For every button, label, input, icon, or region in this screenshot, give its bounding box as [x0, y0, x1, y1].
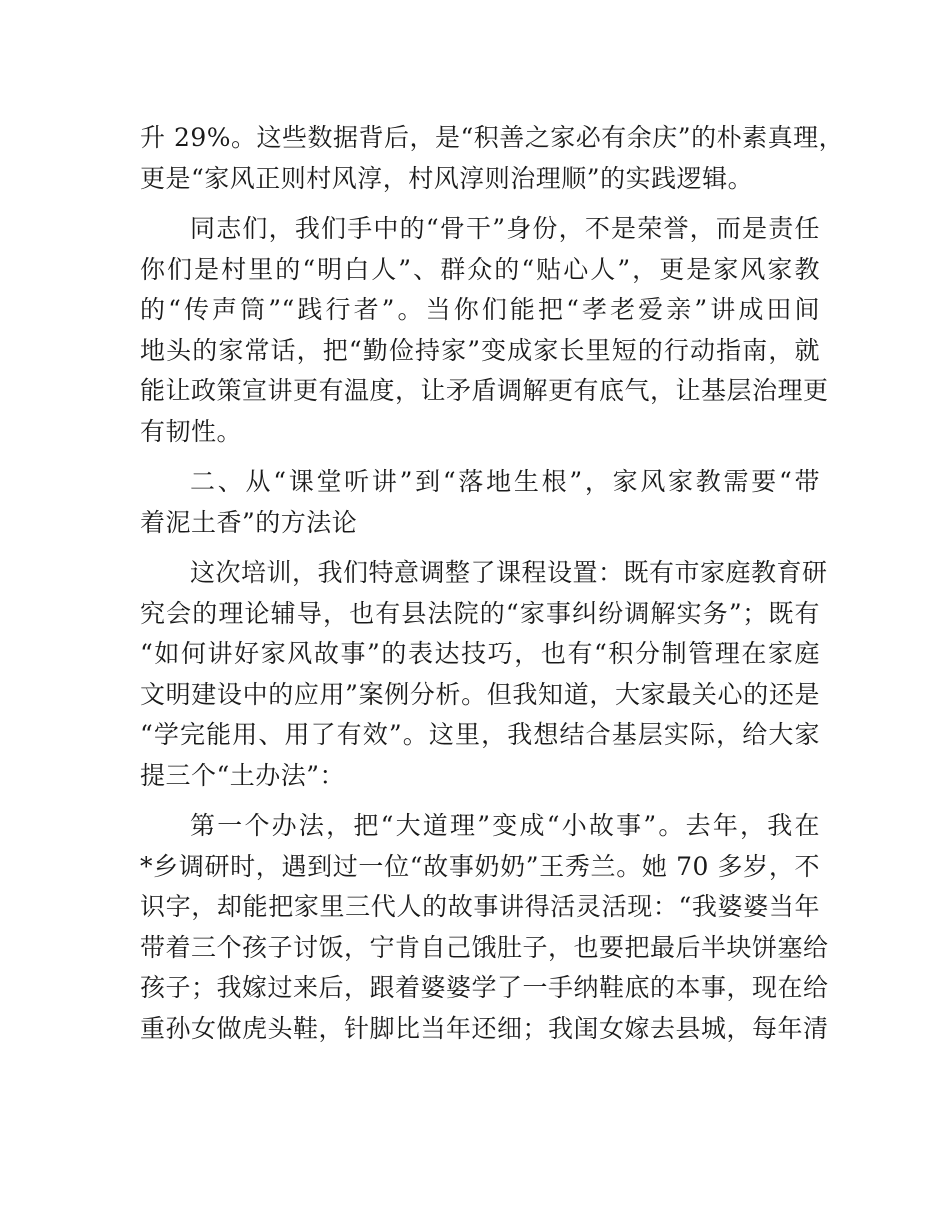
paragraph-3 — [140, 553, 828, 796]
text-line: 这次培训，我们特意调整了课程设置：既有市家庭教育研 — [190, 558, 828, 587]
text-line: 提三个“土办法”： — [140, 760, 346, 790]
text-line: 的“传声筒”“践行者”。当你们能把“孝老爱亲”讲成田间 — [140, 295, 820, 324]
text-line: 有韧性。 — [140, 416, 243, 446]
text-line: 你们是村里的“明白人”、群众的“贴心人”，更是家风家教 — [140, 254, 820, 284]
text-line: 能让政策宣讲更有温度，让矛盾调解更有底气，让基层治理更 — [140, 376, 829, 405]
heading-line: 着泥土香”的方法论 — [140, 507, 358, 537]
text-line: 第一个办法，把“大道理”变成“小故事”。去年，我在 — [190, 811, 820, 840]
text-line: 孩子；我嫁过来后，跟着婆婆学了一手纳鞋底的本事，现在给 — [140, 973, 829, 1002]
text-line: “学完能用、用了有效”。这里，我想结合基层实际，给大家 — [140, 720, 820, 749]
text-line: 文明建设中的应用”案例分析。但我知道，大家最关心的还是 — [140, 679, 820, 709]
paragraph-1 — [140, 118, 845, 199]
text-line: 同志们，我们手中的“骨干”身份，不是荣誉，而是责任 — [190, 214, 820, 243]
text-line: 识字，却能把家里三代人的故事讲得活灵活现：“我婆婆当年 — [140, 892, 820, 921]
text-line: 重孙女做虎头鞋，针脚比当年还细；我闺女嫁去县城，每年清 — [140, 1013, 829, 1043]
paragraph-2 — [140, 209, 829, 452]
text-line: 升 29%。这些数据背后，是“积善之家必有余庆”的朴素真理， — [140, 123, 845, 152]
text-line: “如何讲好家风故事”的表达技巧，也有“积分制管理在家庭 — [140, 639, 820, 668]
text-line: *乡调研时，遇到过一位“故事奶奶”王秀兰。她 70 多岁，不 — [140, 851, 820, 881]
text-line: 地头的家常话，把“勤俭持家”变成家长里短的行动指南，就 — [140, 335, 820, 365]
text-line: 更是“家风正则村风淳，村风淳则治理顺”的实践逻辑。 — [140, 163, 754, 193]
text-line: 究会的理论辅导，也有县法院的“家事纠纷调解实务”；既有 — [140, 598, 820, 628]
section-heading — [140, 462, 820, 543]
paragraph-4 — [140, 806, 829, 1049]
text-line: 带着三个孩子讨饭，宁肯自己饿肚子，也要把最后半块饼塞给 — [140, 932, 829, 962]
document-body — [140, 118, 845, 1059]
heading-line: 二、从“课堂听讲”到“落地生根”，家风家教需要“带 — [190, 467, 820, 496]
